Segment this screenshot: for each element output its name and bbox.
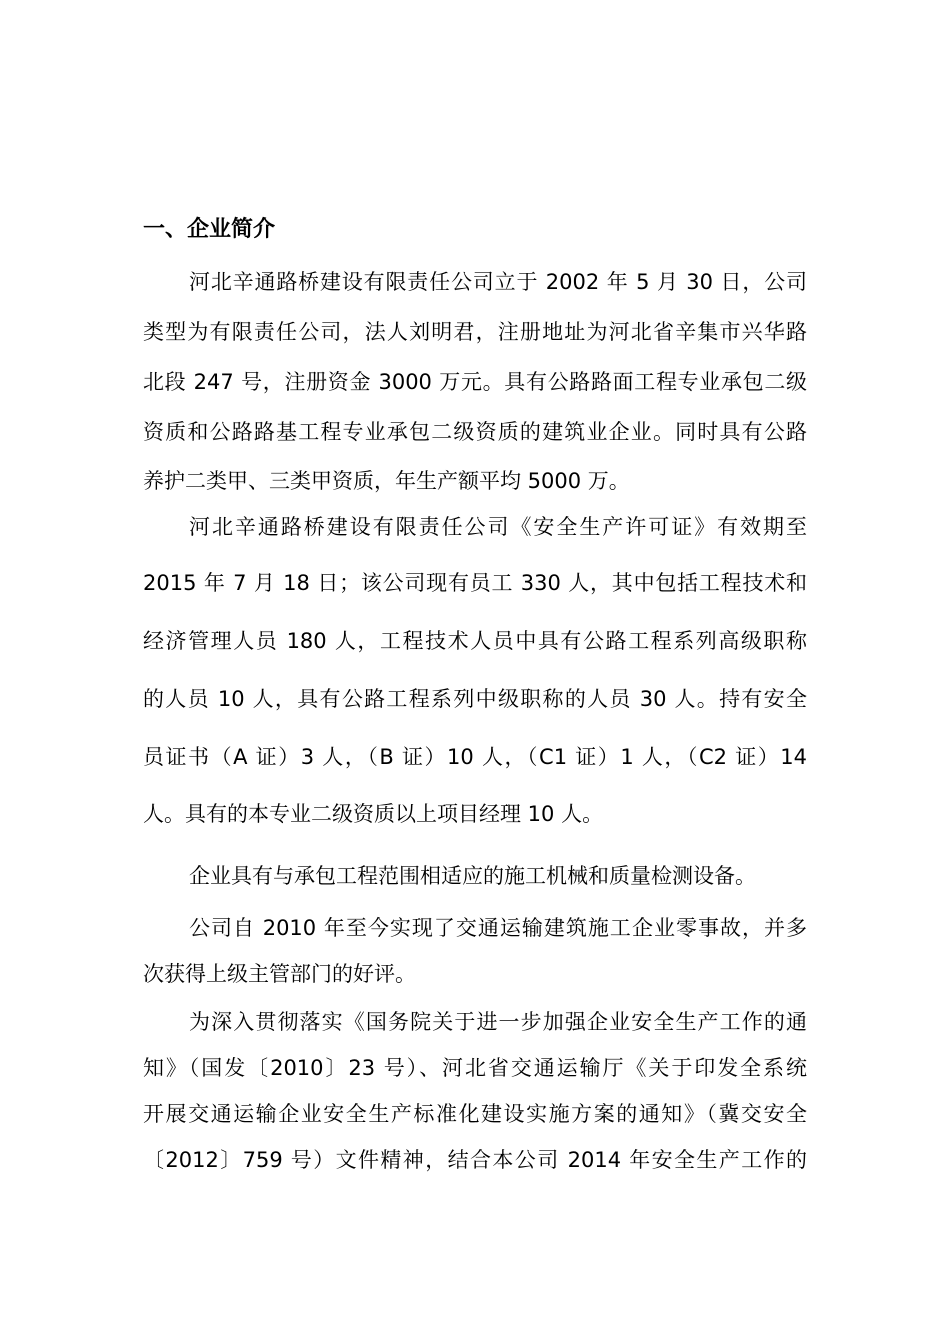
paragraph-line: 河北辛通路桥建设有限责任公司《安全生产许可证》有效期至: [189, 515, 807, 539]
paragraph-line: 资质和公路路基工程专业承包二级资质的建筑业企业。同时具有公路: [143, 420, 807, 444]
paragraph-line: 公司自 2010 年至今实现了交通运输建筑施工企业零事故，并多: [189, 916, 807, 940]
section-heading: 一、企业简介: [143, 217, 276, 242]
paragraph-line: 类型为有限责任公司，法人刘明君，注册地址为河北省辛集市兴华路: [143, 320, 807, 344]
paragraph-line: 人。具有的本专业二级资质以上项目经理 10 人。: [143, 802, 604, 826]
paragraph-line: 经济管理人员 180 人，工程技术人员中具有公路工程系列高级职称: [143, 629, 807, 653]
paragraph-line: 为深入贯彻落实《国务院关于进一步加强企业安全生产工作的通: [189, 1010, 807, 1034]
paragraph-line: 知》（国发〔2010〕23 号）、河北省交通运输厅《关于印发全系统: [143, 1056, 807, 1080]
paragraph-line: 北段 247 号，注册资金 3000 万元。具有公路路面工程专业承包二级: [143, 370, 807, 394]
paragraph-line: 2015 年 7 月 18 日；该公司现有员工 330 人，其中包括工程技术和: [143, 571, 807, 595]
paragraph-line: 开展交通运输企业安全生产标准化建设实施方案的通知》（冀交安全: [143, 1102, 807, 1126]
paragraph-line: 企业具有与承包工程范围相适应的施工机械和质量检测设备。: [189, 864, 756, 888]
paragraph-line: 〔2012〕759 号）文件精神，结合本公司 2014 年安全生产工作的: [143, 1148, 807, 1172]
paragraph-line: 养护二类甲、三类甲资质，年生产额平均 5000 万。: [143, 469, 630, 493]
paragraph-line: 员证书（A 证）3 人，（B 证）10 人，（C1 证）1 人，（C2 证）14: [143, 745, 807, 769]
paragraph-line: 河北辛通路桥建设有限责任公司立于 2002 年 5 月 30 日，公司: [189, 270, 807, 294]
paragraph-line: 次获得上级主管部门的好评。: [143, 962, 416, 986]
paragraph-line: 的人员 10 人，具有公路工程系列中级职称的人员 30 人。持有安全: [143, 687, 807, 711]
